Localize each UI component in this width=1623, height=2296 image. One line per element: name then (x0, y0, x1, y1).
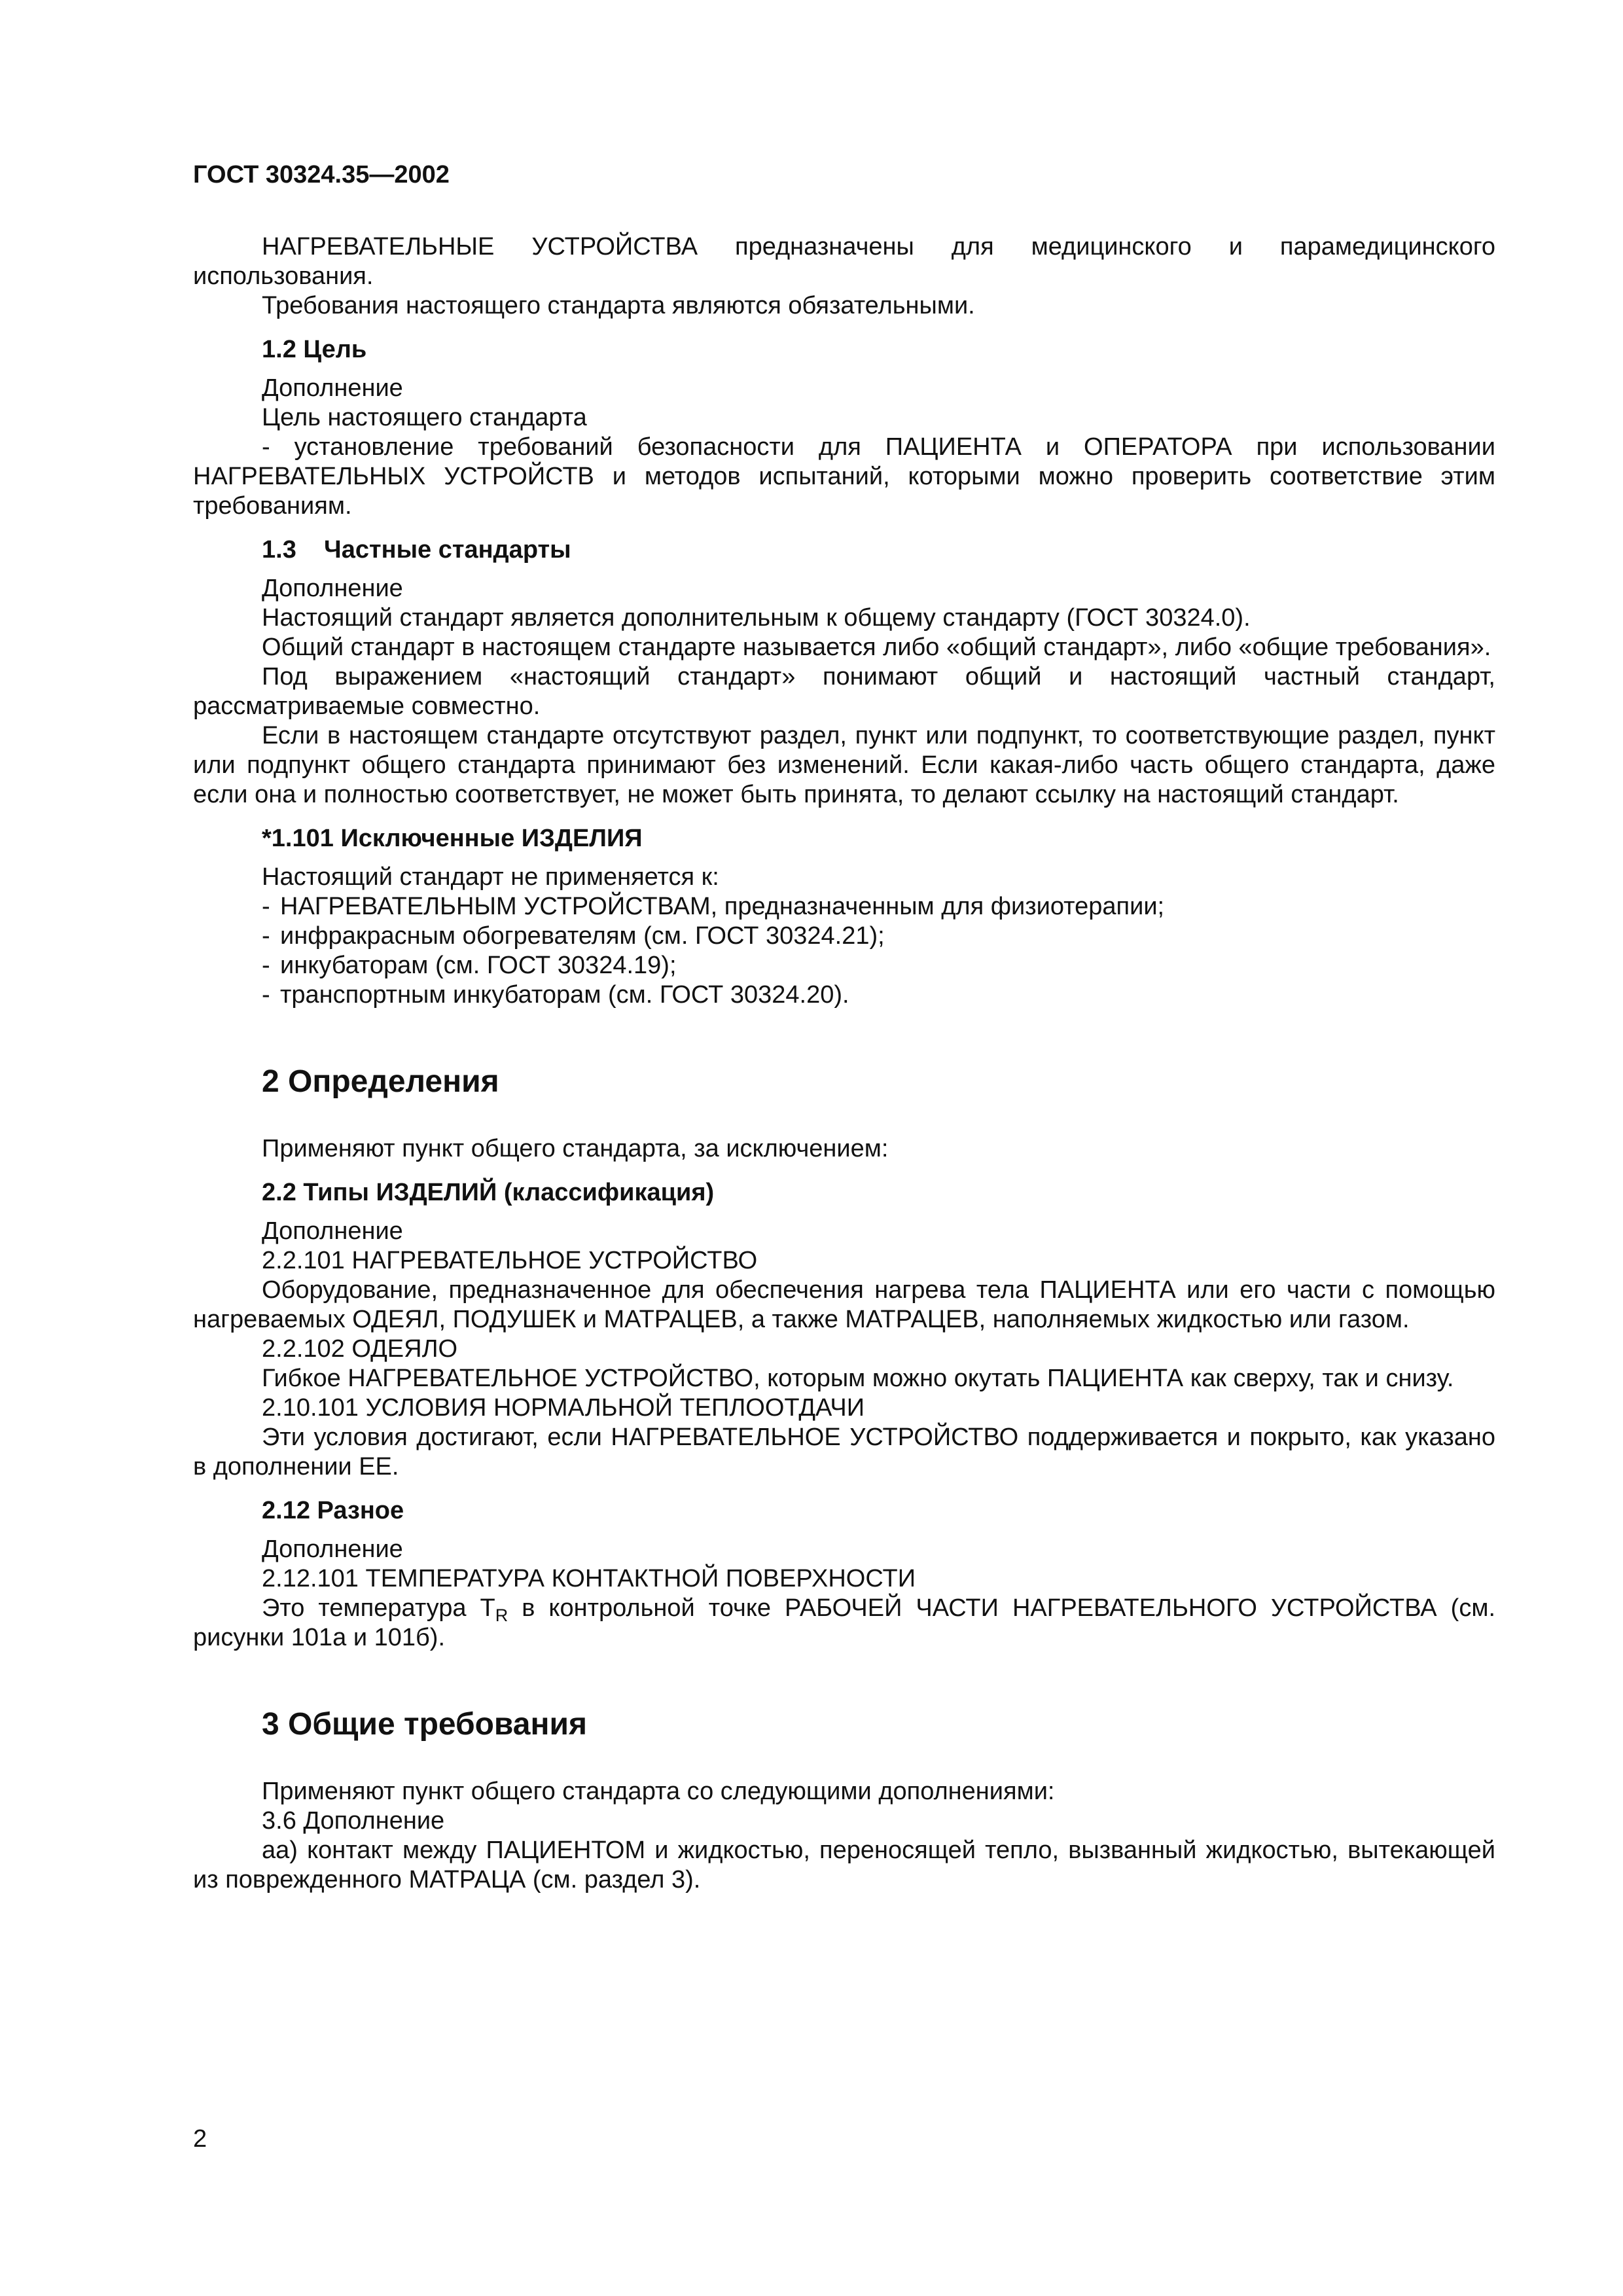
document-body (193, 232, 1495, 1895)
section-2-12-heading: 2.12 Разное (262, 1497, 404, 1524)
intro-paragraph: НАГРЕВАТЕЛЬНЫЕ УСТРОЙСТВА предназначены для медицинского и парамедицинского использования. (193, 233, 1495, 290)
paragraph: 3.6 Дополнение (262, 1807, 445, 1835)
paragraph: - установление требований безопасности для ПАЦИЕНТА и ОПЕРАТОРА при использовании НАГРЕВАТЕЛЬНЫХ УСТРОЙСТВ и методов испытаний, которыми можно проверить соответствие этим требованиям. (193, 433, 1495, 520)
section-2-heading: 2 Определения (262, 1064, 499, 1099)
term: 2.2.102 ОДЕЯЛО (262, 1335, 458, 1363)
definition: Гибкое НАГРЕВАТЕЛЬНОЕ УСТРОЙСТВО, которым можно окутать ПАЦИЕНТА как сверху, так и снизу. (262, 1365, 1454, 1392)
list-item: - инфракрасным обогревателям (см. ГОСТ 30324.21); (262, 922, 885, 950)
paragraph: Если в настоящем стандарте отсутствуют раздел, пункт или подпункт, то соответствующие раздел, пункт или подпункт общего стандарта принимают без изменений. Если какая-либо часть общего стандарта, даже если она и полностью соответствует, не может быть принята, то делают ссылку на настоящий стандарт. (193, 722, 1495, 808)
paragraph: Применяют пункт общего стандарта со следующими дополнениями: (262, 1778, 1055, 1805)
paragraph: Общий стандарт в настоящем стандарте называется либо «общий стандарт», либо «общие требования». (262, 634, 1491, 661)
term: 2.2.101 НАГРЕВАТЕЛЬНОЕ УСТРОЙСТВО (262, 1247, 758, 1274)
section-2-2-heading: 2.2 Типы ИЗДЕЛИЙ (классификация) (262, 1179, 715, 1206)
addition-label: Дополнение (262, 1217, 403, 1245)
list-item: - инкубаторам (см. ГОСТ 30324.19); (262, 952, 677, 979)
term: 2.12.101 ТЕМПЕРАТУРА КОНТАКТНОЙ ПОВЕРХНОСТИ (262, 1565, 916, 1592)
addition-label: Дополнение (262, 575, 403, 602)
paragraph: Цель настоящего стандарта (262, 404, 587, 431)
list-item: - транспортным инкубаторам (см. ГОСТ 30324.20). (262, 981, 849, 1009)
paragraph: аа) контакт между ПАЦИЕНТОМ и жидкостью, переносящей тепло, вызванный жидкостью, вытекающей из поврежденного МАТРАЦА (см. раздел 3). (193, 1837, 1495, 1893)
paragraph: Применяют пункт общего стандарта, за исключением: (262, 1135, 889, 1162)
definition: Оборудование, предназначенное для обеспечения нагрева тела ПАЦИЕНТА или его части с помощью нагреваемых ОДЕЯЛ, ПОДУШЕК и МАТРАЦЕВ, а также МАТРАЦЕВ, наполняемых жидкостью или газом. (193, 1276, 1495, 1333)
intro-paragraph: Требования настоящего стандарта являются обязательными. (262, 292, 975, 319)
page-number: 2 (193, 2125, 207, 2153)
section-3-heading: 3 Общие требования (262, 1707, 587, 1742)
term: 2.10.101 УСЛОВИЯ НОРМАЛЬНОЙ ТЕПЛООТДАЧИ (262, 1394, 865, 1422)
addition-label: Дополнение (262, 1535, 403, 1563)
definition: Эти условия достигают, если НАГРЕВАТЕЛЬНОЕ УСТРОЙСТВО поддерживается и покрыто, как указано в дополнении ЕЕ. (193, 1424, 1495, 1480)
paragraph: Настоящий стандарт является дополнительным к общему стандарту (ГОСТ 30324.0). (262, 604, 1251, 632)
addition-label: Дополнение (262, 374, 403, 402)
section-1-2-heading: 1.2 Цель (262, 336, 367, 363)
section-1-3-heading: 1.3 Частные стандарты (262, 536, 571, 564)
paragraph: Под выражением «настоящий стандарт» понимают общий и настоящий частный стандарт, рассматриваемые совместно. (193, 663, 1495, 720)
list-item: - НАГРЕВАТЕЛЬНЫМ УСТРОЙСТВАМ, предназначенным для физиотерапии; (262, 893, 1165, 920)
paragraph: Настоящий стандарт не применяется к: (262, 863, 719, 891)
page-header: ГОСТ 30324.35—2002 (193, 161, 450, 188)
section-1-101-heading: *1.101 Исключенные ИЗДЕЛИЯ (262, 825, 643, 852)
definition: Это температура $T_R$ в контрольной точке РАБОЧЕЙ ЧАСТИ НАГРЕВАТЕЛЬНОГО УСТРОЙСТВА (см. рисунки 101а и 101б). (193, 1594, 1495, 1651)
